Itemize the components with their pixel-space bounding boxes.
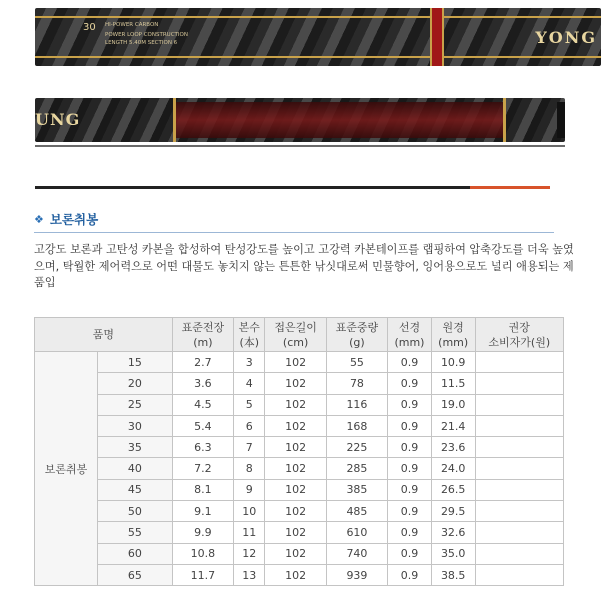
price-cell — [475, 543, 563, 564]
folded-cell: 102 — [265, 501, 326, 522]
sections-cell: 9 — [234, 479, 265, 500]
rod-end-cap — [557, 102, 565, 138]
model-code-cell: 30 — [98, 415, 173, 436]
model-code-cell: 20 — [98, 373, 173, 394]
table-row — [35, 458, 564, 479]
folded-cell: 102 — [265, 437, 326, 458]
price-cell — [475, 564, 563, 585]
table-row — [35, 543, 564, 564]
price-cell — [475, 458, 563, 479]
sections-cell: 10 — [234, 501, 265, 522]
tip-cell: 0.9 — [388, 501, 432, 522]
length-cell: 10.8 — [172, 543, 233, 564]
rod-gold-ring — [173, 98, 176, 142]
butt-cell: 38.5 — [431, 564, 475, 585]
table-row — [35, 501, 564, 522]
weight-cell: 225 — [326, 437, 387, 458]
length-cell: 3.6 — [172, 373, 233, 394]
rod-gold-stripe — [35, 56, 601, 58]
sections-cell: 8 — [234, 458, 265, 479]
length-cell: 2.7 — [172, 352, 233, 373]
rod-tip — [35, 186, 545, 189]
tip-cell: 0.9 — [388, 522, 432, 543]
length-cell: 7.2 — [172, 458, 233, 479]
header-tip — [388, 318, 432, 352]
header-text: 권장 — [508, 320, 530, 334]
weight-cell: 385 — [326, 479, 387, 500]
model-name-cell: 보론취봉 — [35, 352, 98, 586]
rod-brand: UNG — [35, 110, 81, 129]
diamond-bullet-icon: ❖ — [34, 212, 44, 226]
sections-cell: 5 — [234, 394, 265, 415]
table-row — [35, 415, 564, 436]
weight-cell: 939 — [326, 564, 387, 585]
butt-cell: 10.9 — [431, 352, 475, 373]
header-text: 원경 — [442, 320, 464, 334]
butt-cell: 23.6 — [431, 437, 475, 458]
model-code-cell: 35 — [98, 437, 173, 458]
sections-cell: 6 — [234, 415, 265, 436]
table-row — [35, 394, 564, 415]
header-text: 접은길이 — [274, 320, 317, 334]
model-code-cell: 60 — [98, 543, 173, 564]
butt-cell: 21.4 — [431, 415, 475, 436]
table-header-row — [35, 318, 564, 352]
price-cell — [475, 479, 563, 500]
sections-cell: 7 — [234, 437, 265, 458]
header-name: 품명 — [35, 318, 173, 352]
model-code-cell: 15 — [98, 352, 173, 373]
tip-cell: 0.9 — [388, 543, 432, 564]
price-cell — [475, 415, 563, 436]
length-cell: 11.7 — [172, 564, 233, 585]
header-text: 소비자가(원) — [488, 335, 551, 349]
weight-cell: 116 — [326, 394, 387, 415]
header-text: (g) — [349, 335, 365, 349]
folded-cell: 102 — [265, 352, 326, 373]
weight-cell: 485 — [326, 501, 387, 522]
rod-spec-line: POWER LOOP CONSTRUCTION — [105, 32, 188, 38]
title-divider — [34, 232, 554, 233]
table-row — [35, 564, 564, 585]
spec-table — [34, 317, 564, 586]
model-code-cell: 65 — [98, 564, 173, 585]
butt-cell: 19.0 — [431, 394, 475, 415]
header-text: (mm) — [438, 335, 469, 349]
length-cell: 6.3 — [172, 437, 233, 458]
weight-cell: 610 — [326, 522, 387, 543]
butt-cell: 35.0 — [431, 543, 475, 564]
header-text: (本) — [239, 335, 260, 349]
table-row — [35, 373, 564, 394]
model-code-cell: 50 — [98, 501, 173, 522]
rod-grip — [173, 102, 503, 138]
rod-photo-top — [35, 8, 601, 66]
product-title-row — [34, 210, 98, 228]
header-sections — [234, 318, 265, 352]
rod-number: 30 — [83, 22, 96, 33]
rod-spec-line: LENGTH 5.40M SECTION 6 — [105, 40, 178, 46]
tip-cell: 0.9 — [388, 458, 432, 479]
header-text: (cm) — [282, 335, 309, 349]
rod-tip-orange — [470, 186, 550, 189]
tip-cell: 0.9 — [388, 437, 432, 458]
header-length — [172, 318, 233, 352]
header-weight — [326, 318, 387, 352]
header-text: (mm) — [394, 335, 425, 349]
weight-cell: 740 — [326, 543, 387, 564]
folded-cell: 102 — [265, 479, 326, 500]
folded-cell: 102 — [265, 458, 326, 479]
butt-cell: 32.6 — [431, 522, 475, 543]
rod-gold-ring — [503, 98, 506, 142]
butt-cell: 24.0 — [431, 458, 475, 479]
sections-cell: 13 — [234, 564, 265, 585]
product-title: 보론취봉 — [49, 212, 99, 227]
weight-cell: 285 — [326, 458, 387, 479]
butt-cell: 29.5 — [431, 501, 475, 522]
table-row — [35, 479, 564, 500]
tip-cell: 0.9 — [388, 479, 432, 500]
header-text: 본수 — [238, 320, 260, 334]
tip-cell: 0.9 — [388, 564, 432, 585]
rod-gold-stripe — [35, 16, 601, 18]
weight-cell: 78 — [326, 373, 387, 394]
price-cell — [475, 394, 563, 415]
length-cell: 4.5 — [172, 394, 233, 415]
tip-cell: 0.9 — [388, 415, 432, 436]
model-code-cell: 40 — [98, 458, 173, 479]
header-text: 표준중량 — [335, 320, 379, 334]
price-cell — [475, 522, 563, 543]
tip-cell: 0.9 — [388, 394, 432, 415]
sections-cell: 12 — [234, 543, 265, 564]
sections-cell: 4 — [234, 373, 265, 394]
length-cell: 5.4 — [172, 415, 233, 436]
price-cell — [475, 501, 563, 522]
table-row — [35, 437, 564, 458]
length-cell: 9.9 — [172, 522, 233, 543]
folded-cell: 102 — [265, 415, 326, 436]
butt-cell: 11.5 — [431, 373, 475, 394]
header-folded — [265, 318, 326, 352]
model-code-cell: 55 — [98, 522, 173, 543]
table-row — [35, 352, 564, 373]
tip-cell: 0.9 — [388, 373, 432, 394]
tip-cell: 0.9 — [388, 352, 432, 373]
folded-cell: 102 — [265, 543, 326, 564]
price-cell — [475, 437, 563, 458]
rod-brand: YONG — [535, 28, 597, 47]
header-text: 표준전장 — [181, 320, 225, 334]
model-code-cell: 25 — [98, 394, 173, 415]
rod-shaft-line — [35, 145, 565, 147]
price-cell — [475, 373, 563, 394]
table-row — [35, 522, 564, 543]
header-price — [475, 318, 563, 352]
butt-cell: 26.5 — [431, 479, 475, 500]
length-cell: 9.1 — [172, 501, 233, 522]
header-text: (m) — [193, 335, 213, 349]
rod-photo-bottom — [35, 98, 565, 142]
weight-cell: 168 — [326, 415, 387, 436]
sections-cell: 11 — [234, 522, 265, 543]
header-text: 선경 — [398, 320, 421, 334]
length-cell: 8.1 — [172, 479, 233, 500]
model-code-cell: 45 — [98, 479, 173, 500]
product-description: 고강도 보론과 고탄성 카본을 합성하여 탄성강도를 높이고 고강력 카본테이프를 랩핑하여 압축강도를 더욱 높였으며, 탁월한 제어력으로 어떤 대물도 놓치지 않는 튼튼한 낚싯대로써 민물향어, 잉어용으로도 널리 애용되는 제품입 — [34, 243, 574, 289]
folded-cell: 102 — [265, 373, 326, 394]
table-body — [35, 352, 564, 586]
rod-red-band — [430, 8, 444, 66]
rod-spec-line: HI-POWER CARBON — [105, 22, 159, 28]
price-cell — [475, 352, 563, 373]
folded-cell: 102 — [265, 522, 326, 543]
header-butt — [431, 318, 475, 352]
weight-cell: 55 — [326, 352, 387, 373]
folded-cell: 102 — [265, 394, 326, 415]
folded-cell: 102 — [265, 564, 326, 585]
sections-cell: 3 — [234, 352, 265, 373]
